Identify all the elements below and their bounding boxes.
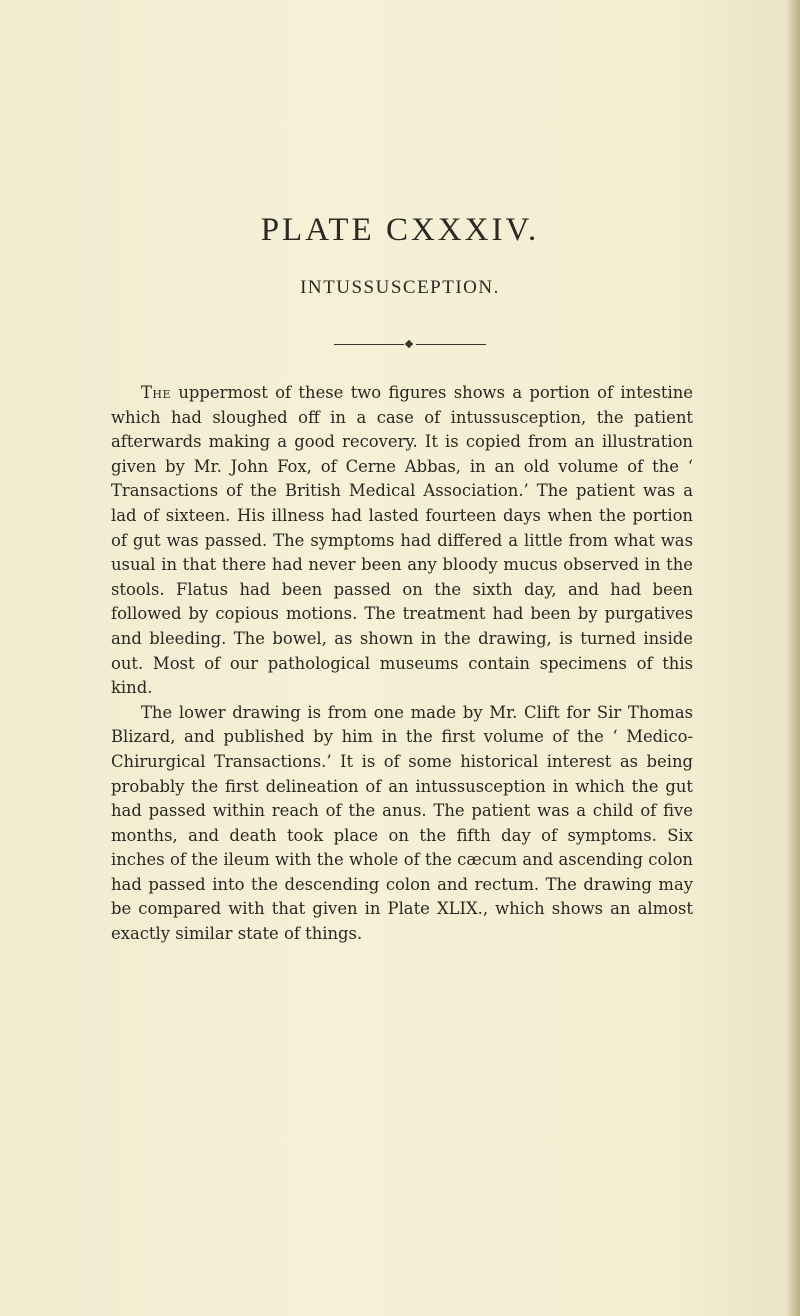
plate-subtitle: INTUSSUSCEPTION. — [300, 277, 500, 298]
paragraph-2 — [111, 701, 693, 947]
plate-title: PLATE CXXXIV. — [260, 212, 540, 248]
divider-ornament — [334, 340, 486, 350]
divider-line-left — [334, 344, 404, 345]
page-edge-shadow — [788, 0, 800, 1316]
body-text — [111, 381, 693, 947]
paragraph-1 — [111, 381, 693, 701]
paragraph-text: uppermost of these two figures shows a portion of intestine which had sloughed off in a case of intussusception, the patient afterwards making a good recovery. It is copied from an illustration given by Mr. John Fox, of Cerne Abbas, in an old volume of the ‘ Transactions of the British Medical Association.’ The patient was a lad of sixteen. His illness had lasted fourteen days when the portion of gut was passed. The symptoms had differed a little from what was usual in that there had never been any bloody mucus observed in the stools. Flatus had been passed on the sixth day, and had been followed by copious motions. The treatment had been by purgatives and bleeding. The bowel, as shown in the drawing, is turned inside out. Most of our pathological museums contain specimens of this kind. — [111, 383, 693, 698]
paragraph-lead-word: The — [141, 383, 172, 402]
paragraph-text: The lower drawing is from one made by Mr. Clift for Sir Thomas Blizard, and published by him in the first volume of the ‘ Medico-Chirurgical Transactions.’ It is of some historical interest as being probably the first delineation of an intussusception in which the gut had passed within reach of the anus. The patient was a child of five months, and death took place on the fifth day of symptoms. Six inches of the ileum with the whole of the cæcum and ascending colon had passed into the descending colon and rectum. The drawing may be compared with that given in Plate XLIX., which shows an almost exactly similar state of things. — [111, 702, 693, 944]
divider-line-right — [416, 344, 486, 345]
diamond-icon — [405, 340, 413, 348]
